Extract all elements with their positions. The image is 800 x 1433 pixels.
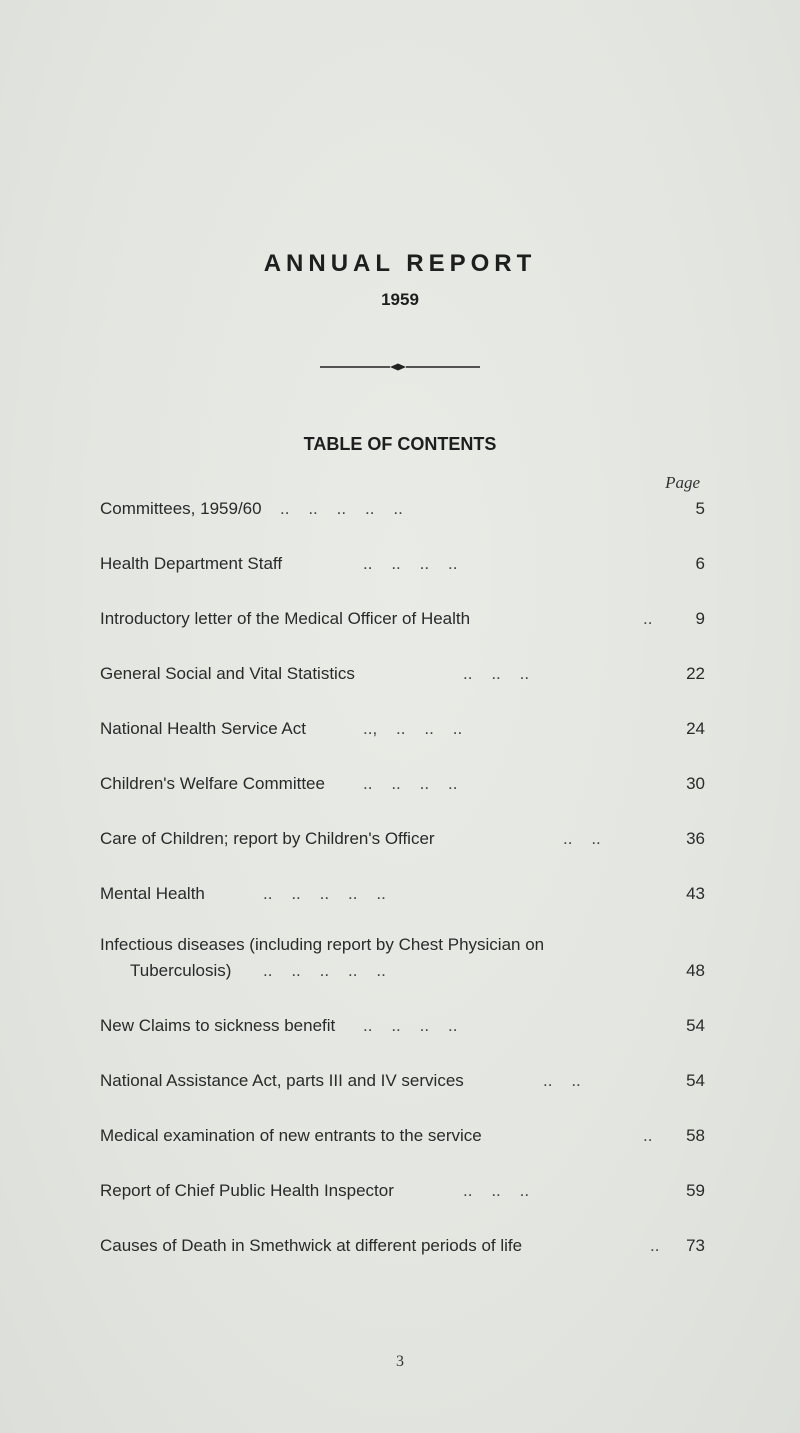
toc-entry-infectious-diseases bbox=[100, 935, 705, 985]
report-title: ANNUAL REPORT bbox=[263, 250, 537, 277]
toc-entry-label: Committees, 1959/60 bbox=[100, 499, 262, 518]
toc-entry-label: Children's Welfare Committee bbox=[100, 774, 325, 793]
toc-entry-label: Care of Children; report by Children's Officer bbox=[100, 829, 435, 848]
toc-entry-label: Medical examination of new entrants to the service bbox=[100, 1126, 482, 1145]
toc-leader-dots: .. .. bbox=[543, 1071, 581, 1090]
toc-leader-dots: .. .. .. .. .. bbox=[280, 499, 403, 518]
toc-entry-care-of-children bbox=[100, 829, 705, 853]
toc-entry-label: General Social and Vital Statistics bbox=[100, 664, 355, 683]
toc-entry-label: Introductory letter of the Medical Officer of Health bbox=[100, 609, 471, 628]
toc-entry-label: Health Department Staff bbox=[100, 554, 283, 573]
toc-leader-dots: .. .. .. .. .. bbox=[263, 961, 386, 980]
toc-leader-dots: .. .. .. .. .. bbox=[263, 884, 386, 903]
toc-entry-page: 54 bbox=[686, 1071, 705, 1090]
toc-entry-page: 9 bbox=[695, 609, 705, 628]
toc-entry-page: 58 bbox=[686, 1126, 705, 1145]
toc-entry-childrens-welfare-committee bbox=[100, 774, 705, 798]
toc-entry-page: 36 bbox=[686, 829, 705, 848]
toc-leader-dots: .. bbox=[643, 609, 653, 628]
toc-entry-page: 54 bbox=[686, 1016, 705, 1035]
toc-entry-label: Infectious diseases (including report by Chest Physician on bbox=[100, 935, 545, 954]
divider-diamond bbox=[390, 364, 406, 371]
toc-entry-page: 48 bbox=[686, 961, 705, 980]
toc-entry-page: 73 bbox=[686, 1236, 705, 1255]
toc-entry-page: 59 bbox=[686, 1181, 705, 1200]
toc-leader-dots: .. .. .. .. bbox=[363, 774, 458, 793]
toc-entry-label: National Health Service Act bbox=[100, 719, 306, 738]
page-number: 3 bbox=[396, 1353, 404, 1370]
toc-entry-label: Mental Health bbox=[100, 884, 205, 903]
toc-entry-medical-examination bbox=[100, 1126, 705, 1150]
toc-entry-label: National Assistance Act, parts III and IV services bbox=[100, 1071, 464, 1090]
toc-entry-causes-of-death bbox=[100, 1236, 705, 1260]
toc-entry-national-health-service-act bbox=[100, 719, 705, 743]
toc-entry-page: 30 bbox=[686, 774, 705, 793]
toc-entry-label: New Claims to sickness benefit bbox=[100, 1016, 336, 1035]
toc-entry-page: 24 bbox=[686, 719, 705, 738]
toc-entry-mental-health bbox=[100, 884, 705, 908]
page-column-label: Page bbox=[665, 473, 700, 492]
ornamental-divider bbox=[320, 362, 480, 372]
toc-entry-page: 22 bbox=[686, 664, 705, 683]
toc-leader-dots: .. .. .. bbox=[463, 1181, 530, 1200]
toc-leader-dots: .. .. .. bbox=[463, 664, 530, 683]
toc-entry-health-department-staff bbox=[100, 554, 705, 578]
toc-leader-dots: .. bbox=[650, 1236, 660, 1255]
toc-leader-dots: .. .. .. .. bbox=[363, 1016, 458, 1035]
toc-entry-label-continued: Tuberculosis) bbox=[130, 961, 232, 980]
toc-entry-sickness-benefit bbox=[100, 1016, 705, 1040]
toc-heading: TABLE OF CONTENTS bbox=[303, 434, 497, 454]
toc-entry-introductory-letter bbox=[100, 609, 705, 633]
toc-entry-chief-public-health-inspector bbox=[100, 1181, 705, 1205]
toc-entry-national-assistance-act bbox=[100, 1071, 705, 1095]
toc-entry-page: 43 bbox=[686, 884, 705, 903]
toc-entry-social-vital-statistics bbox=[100, 664, 705, 688]
toc-leader-dots: .. bbox=[643, 1126, 653, 1145]
toc-entry-label: Causes of Death in Smethwick at different periods of life bbox=[100, 1236, 523, 1255]
toc-entry-page: 5 bbox=[695, 499, 705, 518]
toc-leader-dots: .. .. bbox=[563, 829, 601, 848]
report-year: 1959 bbox=[381, 290, 419, 309]
toc-entry-page: 6 bbox=[695, 554, 705, 573]
toc-leader-dots: .., .. .. .. bbox=[363, 719, 463, 738]
toc-entry-committees bbox=[100, 499, 705, 523]
toc-leader-dots: .. .. .. .. bbox=[363, 554, 458, 573]
toc-entry-label: Report of Chief Public Health Inspector bbox=[100, 1181, 394, 1200]
